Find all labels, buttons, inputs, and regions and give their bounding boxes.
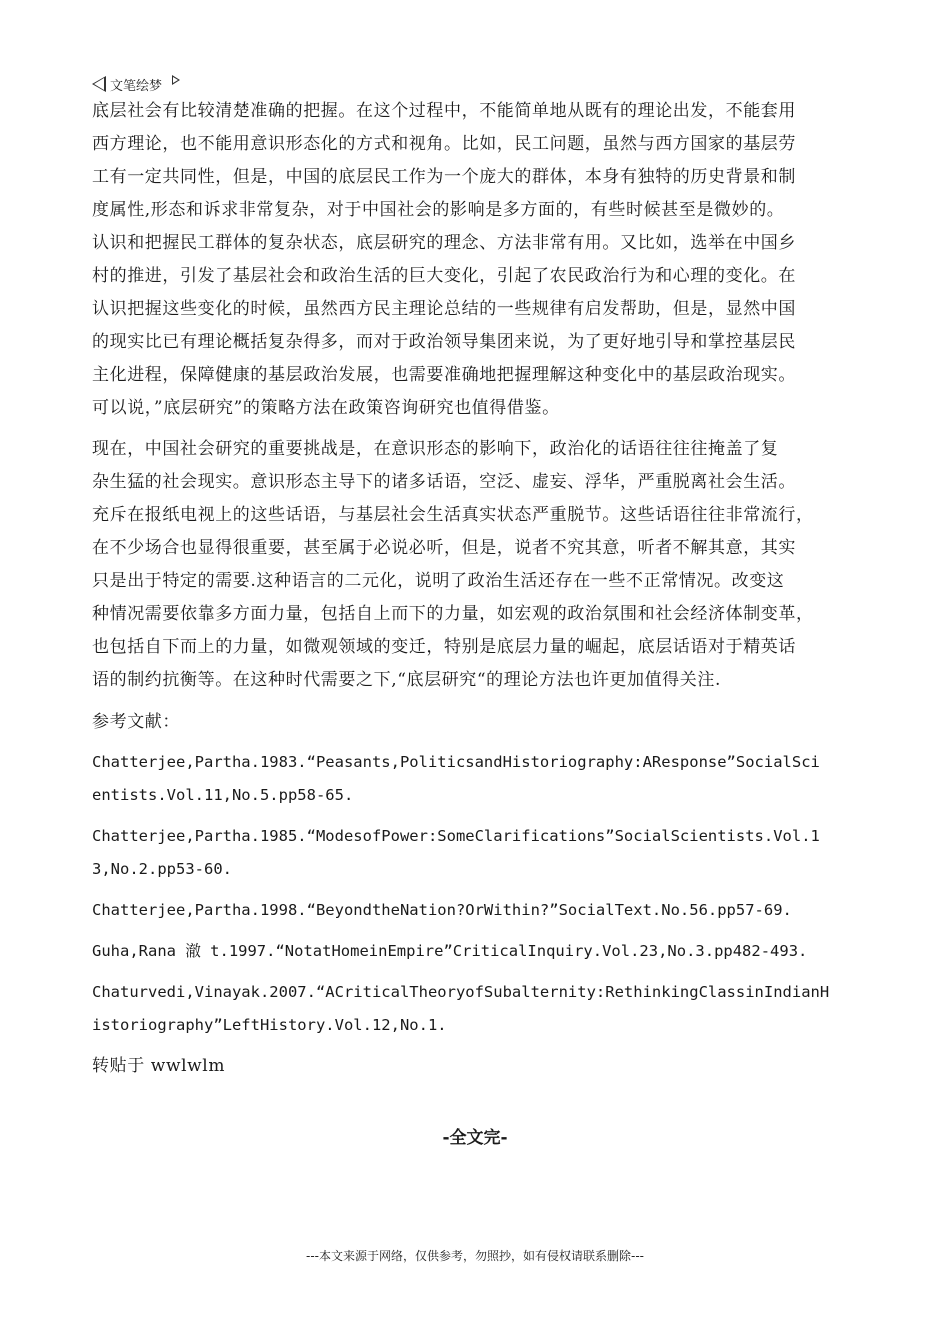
reference-line: Guha,Rana 澈 t.1997.“NotatHomeinEmpire”CriticalInquiry.Vol.23,No.3.pp482-493. (92, 942, 808, 960)
triangle-right-icon (172, 75, 180, 85)
text-line: 村的推进，引发了基层社会和政治生活的巨大变化，引起了农民政治行为和心理的变化。在 (92, 266, 796, 286)
text-line: 在不少场合也显得很重要，甚至属于必说必听，但是，说者不究其意，听者不解其意，其实 (92, 538, 796, 558)
text-line: 认识把握这些变化的时候，虽然西方民主理论总结的一些规律有启发帮助，但是，显然中国 (92, 299, 796, 319)
reference-line: Chatterjee,Partha.1983.“Peasants,PoliticsandHistoriography:AResponse”SocialSci (92, 753, 820, 771)
text-line: 也包括自下而上的力量，如微观领域的变迁，特别是底层力量的崛起，底层话语对于精英话 (92, 637, 796, 657)
end-mark: -全文完- (442, 1128, 508, 1148)
reference-line: entists.Vol.11,No.5.pp58-65. (92, 786, 354, 804)
text-line: 可以说，”底层研究”的策略方法在政策咨询研究也值得借鉴。 (92, 398, 560, 418)
references-heading: 参考文献： (92, 712, 180, 732)
text-line: 充斥在报纸电视上的这些话语，与基层社会生活真实状态严重脱节。这些话语往往非常流行， (92, 505, 814, 525)
text-line: 主化进程，保障健康的基层政治发展，也需要准确地把握理解这种变化中的基层政治现实。 (92, 365, 796, 385)
reference-line: Chatterjee,Partha.1998.“BeyondtheNation?OrWithin?”SocialText.No.56.pp57-69. (92, 901, 792, 919)
triangle-left-icon (92, 76, 106, 92)
text-line: 杂生猛的社会现实。意识形态主导下的诸多话语，空泛、虚妄、浮华，严重脱离社会生活。 (92, 472, 796, 492)
text-line: 语的制约抗衡等。在这种时代需要之下,“底层研究“的理论方法也许更加值得关注. (92, 670, 721, 690)
text-line: 种情况需要依靠多方面力量，包括自上而下的力量，如宏观的政治氛围和社会经济体制变革， (92, 604, 814, 624)
reference-line: Chatterjee,Partha.1985.“ModesofPower:SomeClarifications”SocialScientists.Vol.1 (92, 827, 820, 845)
text-line: 认识和把握民工群体的复杂状态，底层研究的理念、方法非常有用。又比如，选举在中国乡 (92, 233, 796, 253)
text-line: 只是出于特定的需要.这种语言的二元化，说明了政治生活还存在一些不正常情况。改变这 (92, 571, 785, 591)
reference-line: 3,No.2.pp53-60. (92, 860, 232, 878)
repost-note: 转贴于 wwlwlm (92, 1056, 226, 1076)
reference-line: istoriography”LeftHistory.Vol.12,No.1. (92, 1016, 447, 1034)
text-line: 西方理论，也不能用意识形态化的方式和视角。比如，民工问题，虽然与西方国家的基层劳 (92, 134, 796, 154)
text-line: 工有一定共同性，但是，中国的底层民工作为一个庞大的群体，本身有独特的历史背景和制 (92, 167, 796, 187)
text-line: 现在，中国社会研究的重要挑战是，在意识形态的影响下，政治化的话语往往往掩盖了复 (92, 439, 779, 459)
page-footer: ---本文来源于网络，仅供参考，勿照抄，如有侵权请联系删除--- (306, 1249, 644, 1263)
text-line: 度属性,形态和诉求非常复杂，对于中国社会的影响是多方面的，有些时候甚至是微妙的。 (92, 200, 785, 220)
text-line: 底层社会有比较清楚准确的把握。在这个过程中，不能简单地从既有的理论出发，不能套用 (92, 101, 796, 121)
header-title: 文笔绘梦 (110, 78, 163, 94)
reference-line: Chaturvedi,Vinayak.2007.“ACriticalTheoryofSubalternity:RethinkingClassinIndianH (92, 983, 830, 1001)
page-header (92, 74, 180, 94)
text-line: 的现实比已有理论概括复杂得多，而对于政治领导集团来说，为了更好地引导和掌控基层民 (92, 332, 796, 352)
